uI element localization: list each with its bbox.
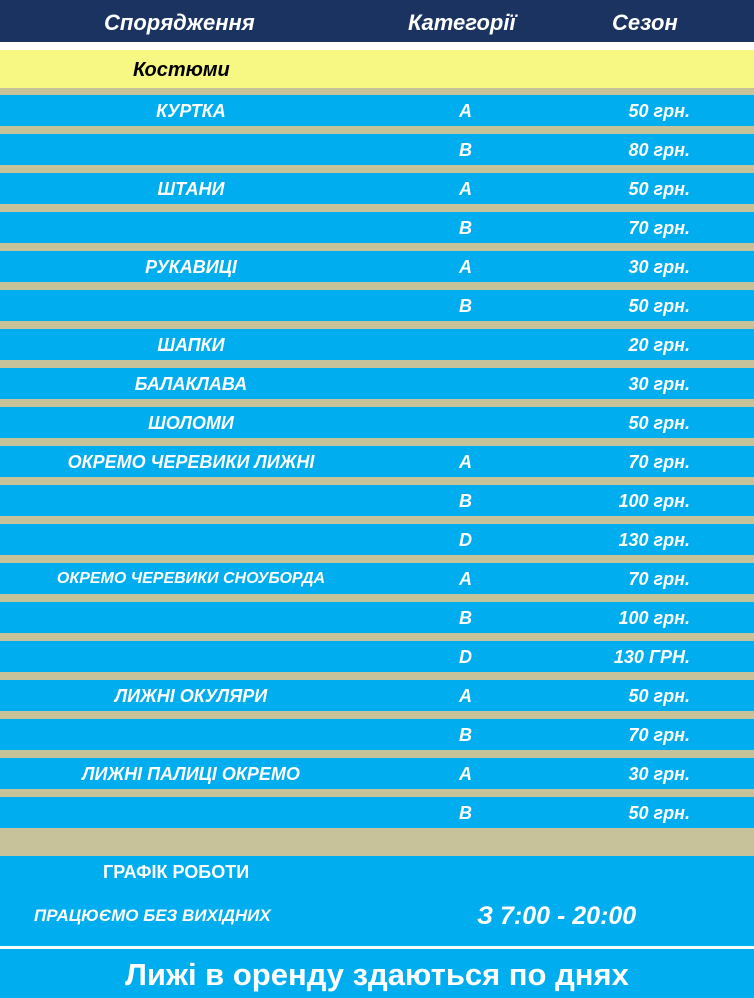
table-row [0,719,754,750]
table-row [0,134,754,165]
row-item: КУРТКА [156,101,226,121]
row-category: B [459,140,472,160]
row-category: A [459,569,472,589]
row-price: 130 ГРН. [613,647,690,667]
row-category: B [459,725,472,745]
hours-time: З 7:00 - 20:00 [477,902,637,930]
row-category: A [459,179,472,199]
row-category: A [459,101,472,121]
row-price: 50 грн. [628,686,690,706]
row-price: 20 грн. [628,335,690,355]
table-row [0,563,754,594]
row-item: РУКАВИЦІ [145,257,237,277]
row-item: ОКРЕМО ЧЕРЕВИКИ ЛИЖНІ [67,452,315,472]
table-row [0,602,754,633]
table-row [0,641,754,672]
row-price: 50 грн. [628,179,690,199]
row-item: ЛИЖНІ ПАЛИЦІ ОКРЕМО [82,764,300,784]
row-price: 70 грн. [628,452,690,472]
row-category: D [459,647,472,667]
row-price: 50 грн. [628,101,690,121]
section-title: Костюми [133,59,230,81]
row-item: ШТАНИ [157,179,225,199]
row-category: A [459,764,472,784]
header-equipment: Спорядження [104,10,255,35]
table-row [0,485,754,516]
table-row [0,95,754,126]
table-row [0,680,754,711]
row-price: 100 грн. [618,608,690,628]
row-price: 70 грн. [628,218,690,238]
row-price: 50 грн. [628,803,690,823]
row-price: 30 грн. [628,257,690,277]
row-category: A [459,686,472,706]
table-row [0,524,754,555]
table-row [0,446,754,477]
table-row [0,290,754,321]
row-price: 50 грн. [628,413,690,433]
row-category: B [459,296,472,316]
row-category: D [459,530,472,550]
row-item: ОКРЕМО ЧЕРЕВИКИ СНОУБОРДА [56,570,326,587]
row-price: 30 грн. [628,764,690,784]
hours-title: ГРАФІК РОБОТИ [103,862,250,882]
header-season: Сезон [612,10,678,35]
row-category: B [459,803,472,823]
table-row [0,407,754,438]
working-hours [0,856,754,946]
row-price: 80 грн. [628,140,690,160]
row-price: 70 грн. [628,725,690,745]
table-row [0,251,754,282]
table-row [0,758,754,789]
row-category: A [459,257,472,277]
row-item: БАЛАКЛАВА [134,374,248,394]
table-row [0,797,754,828]
row-price: 50 грн. [628,296,690,316]
row-item: ЛИЖНІ ОКУЛЯРИ [114,686,268,706]
price-table [0,88,754,828]
row-item: ШОЛОМИ [148,413,234,433]
header-category: Категорії [408,10,516,35]
footer-banner [0,946,754,998]
row-price: 70 грн. [628,569,690,589]
row-category: B [459,218,472,238]
row-category: B [459,608,472,628]
hours-days: ПРАЦЮЄМО БЕЗ ВИХІДНИХ [34,906,271,925]
table-row [0,173,754,204]
row-price: 130 грн. [618,530,690,550]
section-banner [0,50,754,88]
row-item: ШАПКИ [157,335,225,355]
row-category: A [459,452,472,472]
row-category: B [459,491,472,511]
table-row [0,212,754,243]
divider [0,828,754,856]
row-price: 100 грн. [618,491,690,511]
table-row [0,329,754,360]
footer-text: Лижі в оренду здаються по днях [125,957,629,992]
row-price: 30 грн. [628,374,690,394]
table-header [0,0,754,42]
table-row [0,368,754,399]
